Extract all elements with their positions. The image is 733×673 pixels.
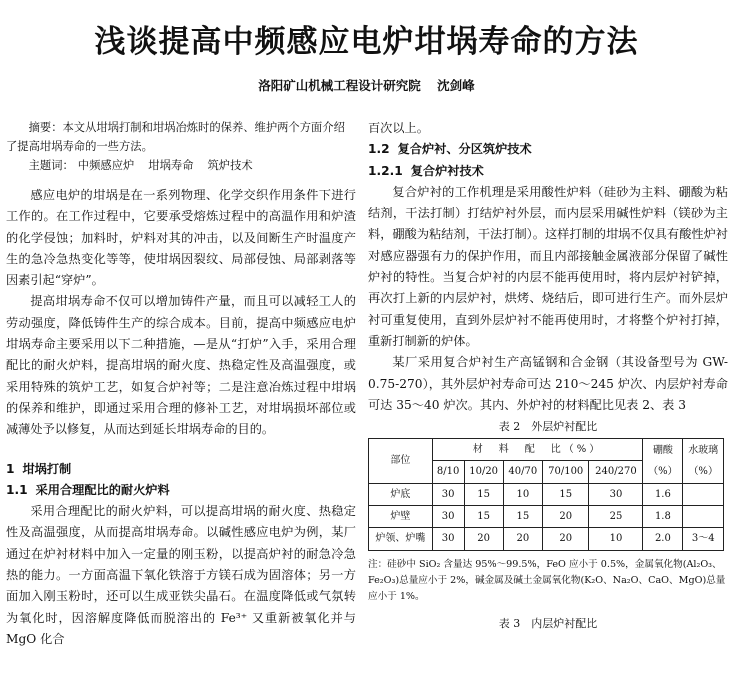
section-number: 1.1 — [6, 482, 28, 497]
keyword: 坩埚寿命 — [148, 159, 194, 172]
value-cell: 10 — [503, 483, 542, 505]
row-part: 炉底 — [369, 483, 433, 505]
value-cell: 30 — [432, 506, 464, 528]
glass-label: 水玻璃 — [688, 444, 719, 456]
continued-text: 百次以上。 — [368, 121, 429, 135]
section-title: 采用合理配比的耐火炉料 — [35, 482, 170, 497]
section-1-2-1-heading — [368, 161, 728, 182]
col-material-header: 材 料 配 比（%） — [432, 439, 643, 461]
row-part: 炉领、炉嘴 — [369, 528, 433, 550]
section-number: 1.2.1 — [368, 163, 403, 178]
value-cell: 15 — [464, 506, 503, 528]
value-cell: 25 — [589, 506, 643, 528]
keyword: 中频感应炉 — [77, 159, 135, 172]
paper-title: 浅谈提高中频感应电炉坩埚寿命的方法 — [94, 24, 639, 60]
size-cell: 240/270 — [589, 461, 643, 483]
size-cell: 70/100 — [542, 461, 589, 483]
keywords-label: 主题词： — [28, 159, 74, 172]
table-3-caption: 表 3 内层炉衬配比 — [498, 616, 598, 630]
value-cell: 20 — [464, 528, 503, 550]
table-header-row — [369, 439, 724, 461]
size-cell: 8/10 — [432, 461, 464, 483]
section-number: 1 — [6, 461, 15, 476]
section-1-2-1-paragraph-2: 某厂采用复合炉衬生产高锰钢和合金钢（其设备型号为 GW-0.75-270），其外层炉衬寿命可达 210～245 炉次、内层炉衬寿命可达 35～40 炉次。其内、外炉衬的材料配比见表 2、表 3 — [368, 355, 728, 412]
row-part: 炉壁 — [369, 506, 433, 528]
size-cell: 40/70 — [503, 461, 542, 483]
section-1-2-1-paragraph-1: 复合炉衬的工作机理是采用酸性炉料（硅砂为主料、硼酸为粘结剂，干法打制）打结炉衬外层，而内层采用碱性炉料（镁砂为主料，硼酸为粘结剂，干法打制）。这样打制的坩埚不仅具有酸性炉衬对感应器强有力的保护作用，而且内部接触金属液部分保留了碱性炉衬的特性。当复合炉衬的内层不能再使用时，将内层炉衬铲掉，再次打上新的内层炉衬，烘烤、烧结后，即可进行生产。而外层炉衬可重复使用，直到外层炉衬不能再使用时，才将整个炉衬打掉，重新打制新的炉体。 — [368, 184, 728, 348]
table-row — [369, 528, 724, 550]
right-column — [368, 118, 728, 635]
size-cell: 10/20 — [464, 461, 503, 483]
boric-cell: 1.8 — [643, 506, 683, 528]
col-glass-header — [683, 439, 724, 484]
affiliation: 洛阳矿山机械工程设计研究院 — [258, 78, 421, 93]
table-row — [369, 483, 724, 505]
value-cell: 10 — [589, 528, 643, 550]
section-1-1-heading — [6, 480, 356, 501]
value-cell: 20 — [503, 528, 542, 550]
section-1-1-paragraph: 采用合理配比的耐火炉料，可以提高坩埚的耐火度、热稳定性及高温强度，从而提高坩埚寿命。以碱性感应电炉为例，某厂通过在炉衬材料中加入一定量的刚玉粉，以提高炉衬的耐急冷急热的能力。一方面高温下氧化铁溶于方镁石成为固溶体；另一方面加入刚玉粉时，还可以生成亚铁尖晶石。在温度降低或气氛转为氧化时，因溶解度降低而脱溶出的 Fe³⁺ 又重新被氧化并与 MgO 化合 — [6, 504, 356, 646]
boric-label: 硼酸 — [652, 444, 673, 456]
table-2 — [368, 438, 724, 550]
section-title: 坩埚打制 — [22, 461, 72, 476]
value-cell: 30 — [432, 483, 464, 505]
section-1-heading — [6, 459, 356, 480]
value-cell: 30 — [589, 483, 643, 505]
value-cell: 20 — [542, 528, 589, 550]
glass-cell — [683, 483, 724, 505]
value-cell: 15 — [464, 483, 503, 505]
boric-cell: 2.0 — [643, 528, 683, 550]
value-cell: 20 — [542, 506, 589, 528]
table-2-caption: 表 2 外层炉衬配比 — [498, 420, 598, 434]
glass-cell: 3～4 — [683, 528, 724, 550]
intro-paragraph-1: 感应电炉的坩埚是在一系列物理、化学交织作用条件下进行工作的。在工作过程中，它要承受熔炼过程中的高温作用和炉渣的化学侵蚀；加料时，炉料对其的冲击，以及间断生产时温度产生的急冷急热变化等等，使坩埚因裂纹、局部侵蚀、局部剥落等因素引起“穿炉”。 — [6, 188, 356, 288]
keyword: 筑炉技术 — [207, 159, 253, 172]
author-name: 沈剑峰 — [437, 78, 475, 93]
value-cell: 15 — [503, 506, 542, 528]
value-cell: 15 — [542, 483, 589, 505]
left-column — [6, 118, 356, 650]
boric-unit: （%） — [648, 465, 678, 477]
col-part-header: 部位 — [369, 439, 433, 484]
section-title: 复合炉衬、分区筑炉技术 — [397, 142, 532, 157]
author-line — [0, 76, 733, 94]
boric-cell: 1.6 — [643, 483, 683, 505]
table-row — [369, 506, 724, 528]
table-2-note: 注：硅砂中 SiO₂ 含量达 95%～99.5%，FeO 应小于 0.5%，金属氧化物(Al₂O₃、Fe₂O₃)总量应小于 2%，碱金属及碱土金属氧化物(K₂O、Na₂O、CaO、MgO)总量应小于 1%。 — [368, 558, 726, 602]
abstract-block — [6, 118, 356, 175]
glass-cell — [683, 506, 724, 528]
col-boric-header — [643, 439, 683, 484]
abstract-text: 摘要：本文从坩埚打制和坩埚冶炼时的保养、维护两个方面介绍了提高坩埚寿命的一些方法。 — [6, 121, 345, 153]
section-number: 1.2 — [368, 142, 390, 157]
section-title: 复合炉衬技术 — [410, 163, 484, 178]
glass-unit: （%） — [688, 465, 718, 477]
section-1-2-heading — [368, 139, 728, 160]
keywords — [6, 156, 356, 175]
intro-paragraph-2: 提高坩埚寿命不仅可以增加铸件产量，而且可以减轻工人的劳动强度，降低铸件生产的综合成本。目前，提高中频感应电炉坩埚寿命主要采用以下二种措施，—是从“打炉”入手，采用合理配比的耐火炉料，提高坩埚的耐火度、热稳定性及高温强度，或采用特殊的筑炉工艺，如复合炉衬等；二是注意冶炼过程中坩埚的保养和维护，即通过采用合理的修补工艺，对坩埚损坏部位或减薄处予以修复，从而达到延长坩埚寿命的目的。 — [6, 294, 356, 437]
value-cell: 30 — [432, 528, 464, 550]
